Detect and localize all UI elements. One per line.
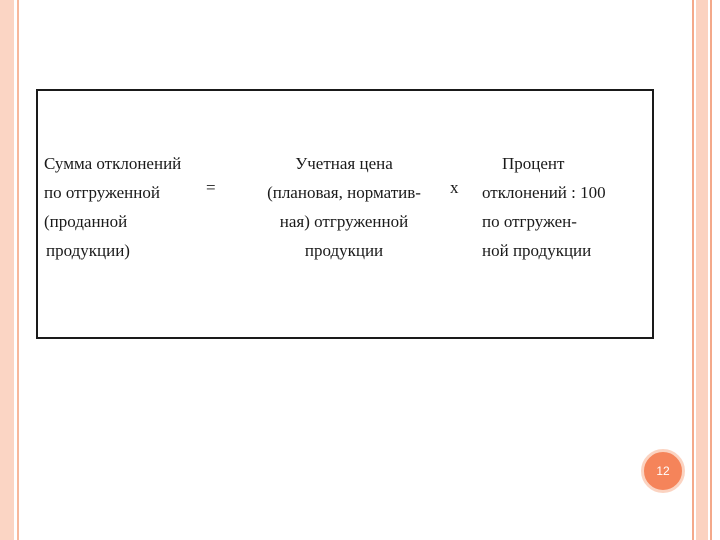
middle-term-line: продукции [304,241,384,260]
right-term-line: Процент [502,154,565,173]
right-term-line: по отгружен- [482,212,577,231]
formula-right-term [482,149,652,265]
page-number-badge [641,449,685,493]
formula-middle-term [240,149,448,265]
formula-left-term [44,149,181,265]
left-border-band [0,0,14,540]
middle-term-line: Учетная цена [295,154,393,173]
left-term-line: продукции) [46,241,130,260]
right-border-band [696,0,708,540]
page-number: 12 [656,464,670,478]
formula-box [36,89,654,339]
right-border-line [692,0,694,540]
left-term-line: (проданной [44,212,128,231]
left-term-line: по отгруженной [44,183,160,202]
left-border-line [17,0,19,540]
multiply-sign: х [450,178,459,197]
equals-sign: = [206,178,216,197]
middle-term-line: ная) отгруженной [279,212,409,231]
right-term-line: отклонений : 100 [482,183,606,202]
middle-term-line: (плановая, норматив- [267,183,421,202]
right-term-line: ной продукции [482,241,592,260]
left-term-line: Сумма отклонений [44,154,182,173]
right-border-line-outer [710,0,712,540]
